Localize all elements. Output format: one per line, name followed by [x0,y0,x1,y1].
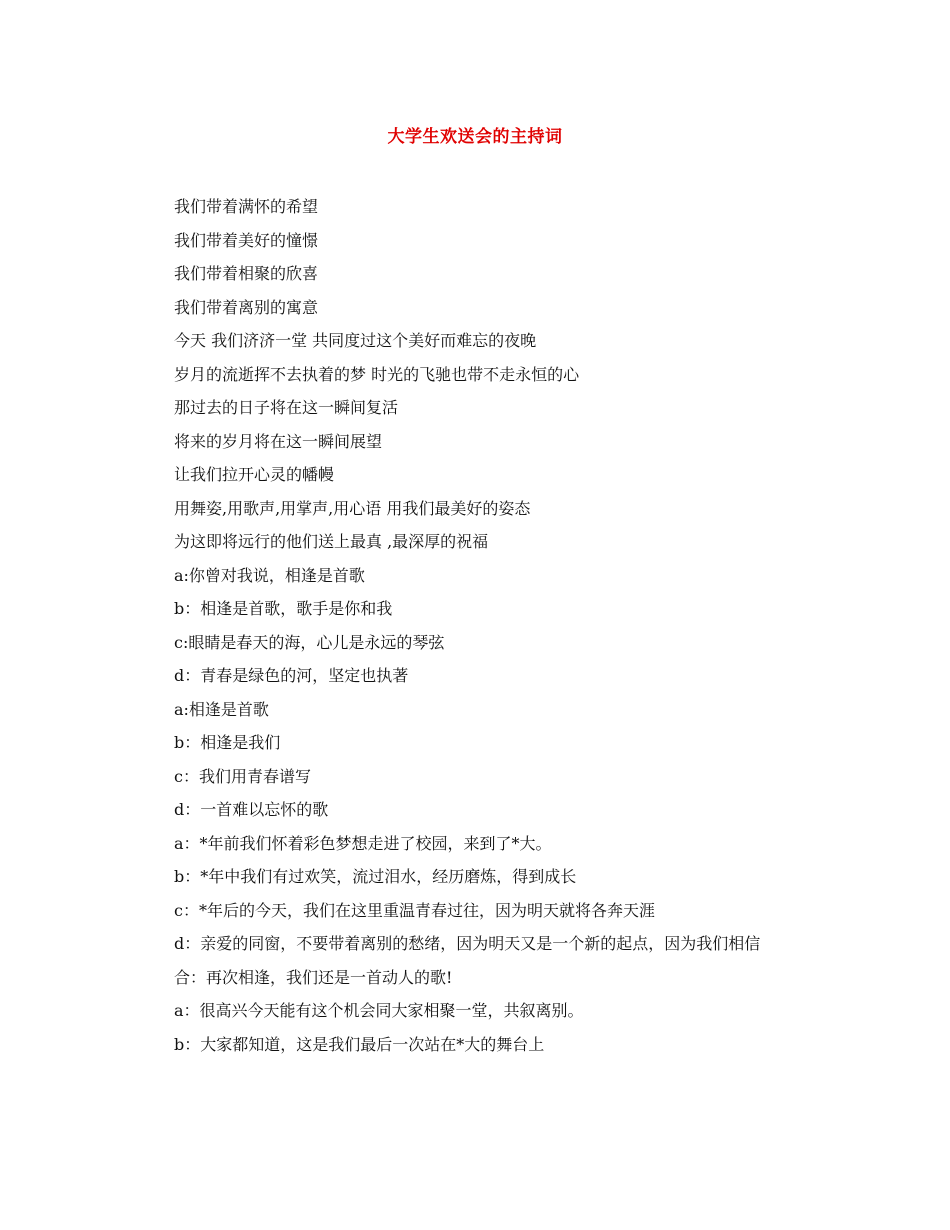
paragraph: d：一首难以忘怀的歌 [174,800,329,819]
paragraph: b：相逢是我们 [174,733,281,752]
paragraph: 我们带着离别的寓意 [174,297,319,317]
paragraph: b：*年中我们有过欢笑，流过泪水，经历磨炼，得到成长 [174,867,577,886]
paragraph: d：青春是绿色的河，坚定也执著 [174,666,409,685]
paragraph: b：大家都知道，这是我们最后一次站在*大的舞台上 [174,1034,545,1054]
paragraph: d：亲爱的同窗，不要带着离别的愁绪，因为明天又是一个新的起点，因为我们相信 [174,934,761,953]
paragraph: 让我们拉开心灵的幡幔 [174,465,335,484]
paragraph: a:你曾对我说，相逢是首歌 [174,565,365,585]
paragraph: 将来的岁月将在这一瞬间展望 [174,431,383,451]
document-body [138,190,818,1061]
paragraph: 今天 我们济济一堂 共同度过这个美好而难忘的夜晚 [174,331,537,350]
paragraph: c:眼睛是春天的海，心儿是永远的琴弦 [174,632,445,652]
paragraph: 我们带着美好的憧憬 [174,230,319,250]
paragraph: c：*年后的今天，我们在这里重温青春过往，因为明天就将各奔天涯 [174,900,655,920]
paragraph: a:相逢是首歌 [174,699,269,719]
paragraph: 我们带着满怀的希望 [174,197,319,216]
paragraph: c：我们用青春谱写 [174,766,311,786]
paragraph: 为这即将远行的他们送上最真 ,最深厚的祝福 [174,532,489,551]
paragraph: 岁月的流逝挥不去执着的梦 时光的飞驰也带不走永恒的心 [174,364,580,384]
paragraph: 合：再次相逢，我们还是一首动人的歌! [174,967,453,987]
paragraph: a：*年前我们怀着彩色梦想走进了校园，来到了*大。 [174,833,552,853]
paragraph: 我们带着相聚的欣喜 [174,264,319,283]
paragraph: 用舞姿,用歌声,用掌声,用心语 用我们最美好的姿态 [174,498,531,518]
paragraph: b：相逢是首歌，歌手是你和我 [174,599,393,618]
document-title: 大学生欢送会的主持词 [387,127,563,147]
paragraph: 那过去的日子将在这一瞬间复活 [174,398,399,417]
paragraph: a：很高兴今天能有这个机会同大家相聚一堂，共叙离别。 [174,1001,584,1020]
